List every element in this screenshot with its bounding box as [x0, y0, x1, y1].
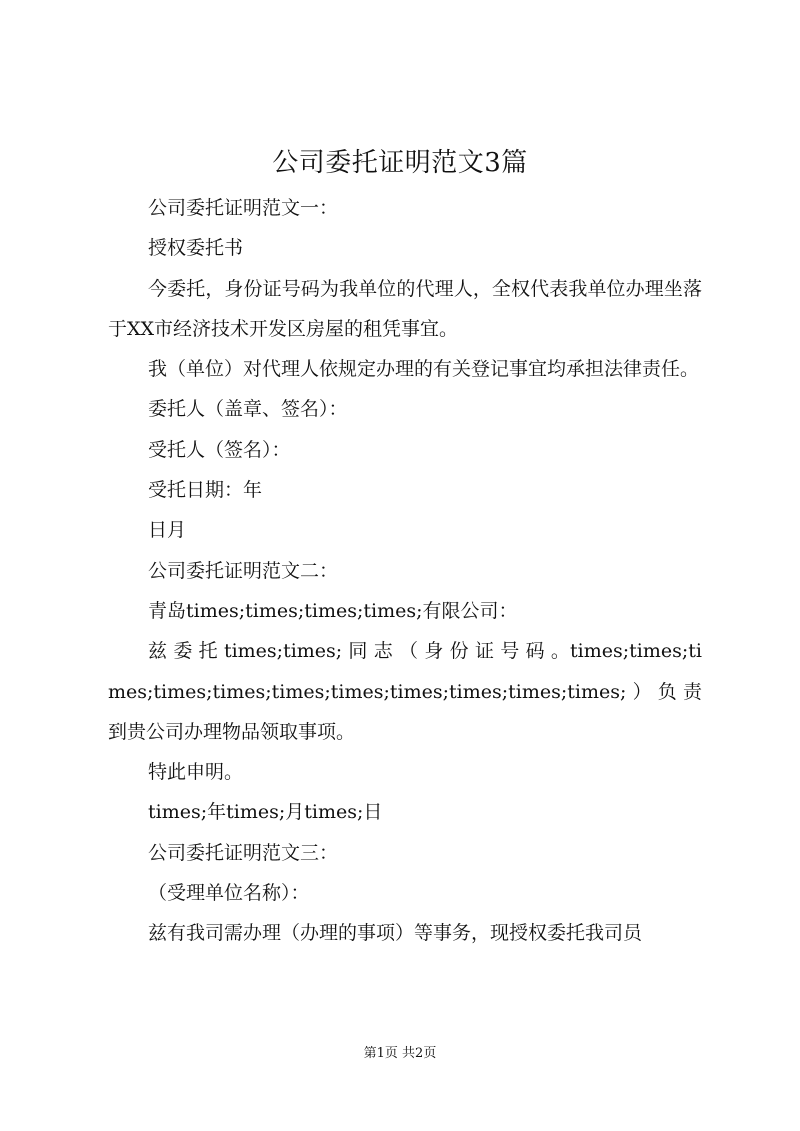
date-line: 受托日期：年	[148, 479, 263, 502]
closing-line: 特此申明。	[148, 761, 244, 784]
document-body	[108, 188, 702, 954]
date-line-continued: 日月	[148, 519, 187, 542]
page-number: 第1页 共2页	[363, 1046, 437, 1061]
signature-line-principal: 委托人（盖章、签名）：	[148, 398, 348, 421]
subheading-authorization: 授权委托书	[148, 237, 244, 260]
paragraph: 我（单位）对代理人依规定办理的有关登记事宜均承担法律责任。	[148, 358, 700, 381]
paragraph: 兹有我司需办理（办理的事项）等事务，现授权委托我司员	[148, 922, 643, 945]
signature-line-agent: 受托人（签名）：	[148, 438, 291, 461]
paragraph: 今委托，身份证号码为我单位的代理人，全权代表我单位办理坐落于XX市经济技术开发区房屋的租凭事宜。	[108, 277, 702, 340]
paragraph: 兹 委 托 times;times; 同 志 （ 身 份 证 号 码 。times;times;times;times;times;times;times;times;times;times;times;）负责到贵公司办理物品领取事项。	[108, 640, 702, 743]
addressee-line: 青岛times;times;times;times;有限公司：	[148, 599, 518, 622]
section-heading-2: 公司委托证明范文二：	[148, 559, 339, 582]
date-line: times;年times;月times;日	[148, 801, 383, 824]
section-heading-3: 公司委托证明范文三：	[148, 841, 339, 864]
document-title: 公司委托证明范文3篇	[272, 148, 528, 178]
section-heading-1: 公司委托证明范文一：	[148, 197, 339, 219]
addressee-line: （受理单位名称）：	[148, 882, 310, 905]
